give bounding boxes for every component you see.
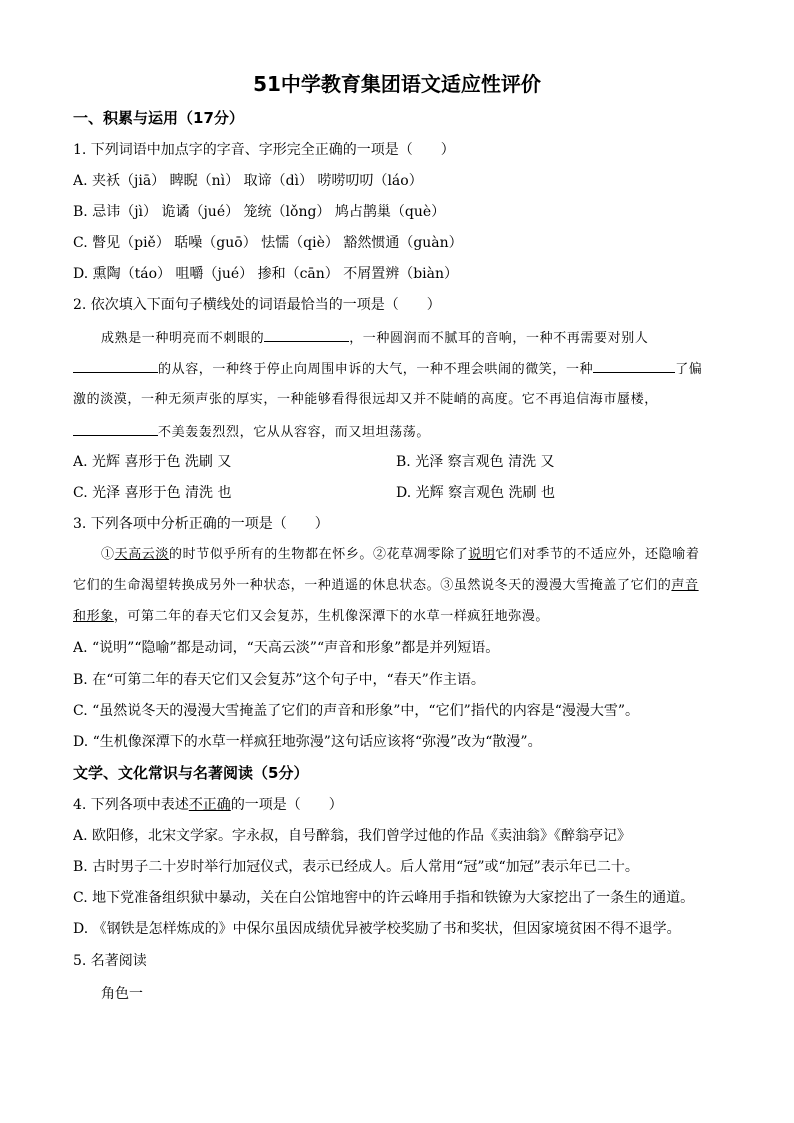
section-heading-literature: 文学、文化常识与名著阅读（5分） <box>73 764 309 782</box>
question-1-stem: 1. 下列词语中加点字的字音、字形完全正确的一项是（ ） <box>73 142 455 158</box>
question-2-option-c: C. 光泽 喜形于色 清洗 也 <box>73 485 232 501</box>
question-2-option-b: B. 光泽 察言观色 清洗 又 <box>396 454 555 470</box>
underlined-phrase: 和形象 <box>73 609 114 624</box>
question-1-option-b: B. 忌讳（jì） 诡谲（jué） 笼统（lǒng） 鸠占鹊巢（què） <box>73 204 446 220</box>
question-4-option-a: A. 欧阳修，北宋文学家。字永叔，自号醉翁，我们曾学过他的作品《卖油翁》《醉翁亭记》 <box>73 828 632 844</box>
passage-text: 它们的生命渴望转换成另外一种状态，一种逍遥的休息状态。③虽然说冬天的漫漫大雪掩盖了它们的 <box>73 578 672 593</box>
question-1-option-c: C. 瞥见（piě） 聒噪（guō） 怯懦（qiè） 豁然惯通（guàn） <box>73 235 463 251</box>
passage-text: 的时节似乎所有的生物都在怀乡。②花草凋零除了 <box>169 547 469 562</box>
question-2-option-d: D. 光辉 察言观色 洗刷 也 <box>396 485 555 501</box>
passage-text: 的从容，一种终于停止向周围申诉的大气，一种不理会哄闹的微笑，一种 <box>158 362 594 377</box>
passage-text: 成熟是一种明亮而不刺眼的 <box>101 331 265 346</box>
question-2-passage-line-2 <box>73 358 733 380</box>
question-3-stem: 3. 下列各项中分析正确的一项是（ ） <box>73 516 329 532</box>
page-title: 51中学教育集团语文适应性评价 <box>253 72 541 96</box>
question-4-option-c: C. 地下党准备组织狱中暴动，关在白公馆地窖中的许云峰用手指和铁镣为大家挖出了一条生的通道。 <box>73 890 695 906</box>
question-3-passage-line-2 <box>73 576 733 596</box>
question-4-stem <box>73 795 733 815</box>
question-2-passage-line-3: 激的淡漠，一种无须声张的厚实，一种能够看得很远却又并不陡峭的高度。它不再追信海市蜃楼， <box>73 392 658 407</box>
passage-text: 它们对季节的不适应外，还隐喻着 <box>495 547 700 562</box>
question-2-option-a: A. 光辉 喜形于色 洗刷 又 <box>73 454 232 470</box>
question-3-passage-line-3 <box>73 607 733 627</box>
question-3-passage-line-1 <box>73 545 761 565</box>
question-4-option-b: B. 古时男子二十岁时举行加冠仪式，表示已经成人。后人常用“冠”或“加冠”表示年已二十。 <box>73 859 639 875</box>
underlined-phrase: 声音 <box>671 578 699 593</box>
passage-text: ，一种圆润而不腻耳的音响，一种不再需要对别人 <box>349 331 649 346</box>
underlined-phrase: 不正确 <box>188 797 231 813</box>
question-2-stem: 2. 依次填入下面句子横线处的词语最恰当的一项是（ ） <box>73 297 441 313</box>
question-5-stem: 5. 名著阅读 <box>73 953 147 969</box>
stem-text: 的一项是（ ） <box>230 797 343 813</box>
question-2-passage-line-1 <box>73 327 761 349</box>
question-1-option-d: D. 熏陶（táo） 咀嚼（jué） 掺和（cān） 不屑置辨（biàn） <box>73 266 459 282</box>
passage-text: 了偏 <box>675 362 703 377</box>
section-heading-accumulation: 一、积累与运用（17分） <box>73 109 244 127</box>
question-2-passage-line-4 <box>73 421 733 443</box>
underlined-phrase: 天高云淡 <box>114 547 170 562</box>
question-3-option-d: D. “生机像深潭下的水草一样疯狂地弥漫”这句话应该将“弥漫”改为“散漫”。 <box>73 734 542 750</box>
stem-text: 4. 下列各项中表述 <box>73 797 189 813</box>
fill-blank-1 <box>264 327 349 342</box>
question-3-option-a: A. “说明”“隐喻”都是动词，“天高云淡”“声音和形象”都是并列短语。 <box>73 640 500 656</box>
passage-text: ① <box>101 547 115 562</box>
question-3-option-c: C. “虽然说冬天的漫漫大雪掩盖了它们的声音和形象”中，“它们”指代的内容是“漫漫大雪”。 <box>73 703 640 719</box>
passage-text: 不美轰轰烈烈，它从从容容，而又坦坦荡荡。 <box>158 425 431 440</box>
question-3-option-b: B. 在“可第二年的春天它们又会复苏”这个句子中，“春天”作主语。 <box>73 672 485 688</box>
passage-text: ，可第二年的春天它们又会复苏，生机像深潭下的水草一样疯狂地弥漫。 <box>113 609 550 624</box>
question-5-subheading: 角色一 <box>101 986 143 1002</box>
fill-blank-3 <box>593 358 675 373</box>
question-1-option-a: A. 夹袄（jiā） 睥睨（nì） 取谛（dì） 唠唠叨叨（láo） <box>73 173 423 189</box>
fill-blank-2 <box>73 358 158 373</box>
underlined-phrase: 说明 <box>468 547 496 562</box>
fill-blank-4 <box>73 421 158 436</box>
question-4-option-d: D. 《钢铁是怎样炼成的》中保尔虽因成绩优异被学校奖励了书和奖状，但因家境贫困不得不退学。 <box>73 921 681 937</box>
